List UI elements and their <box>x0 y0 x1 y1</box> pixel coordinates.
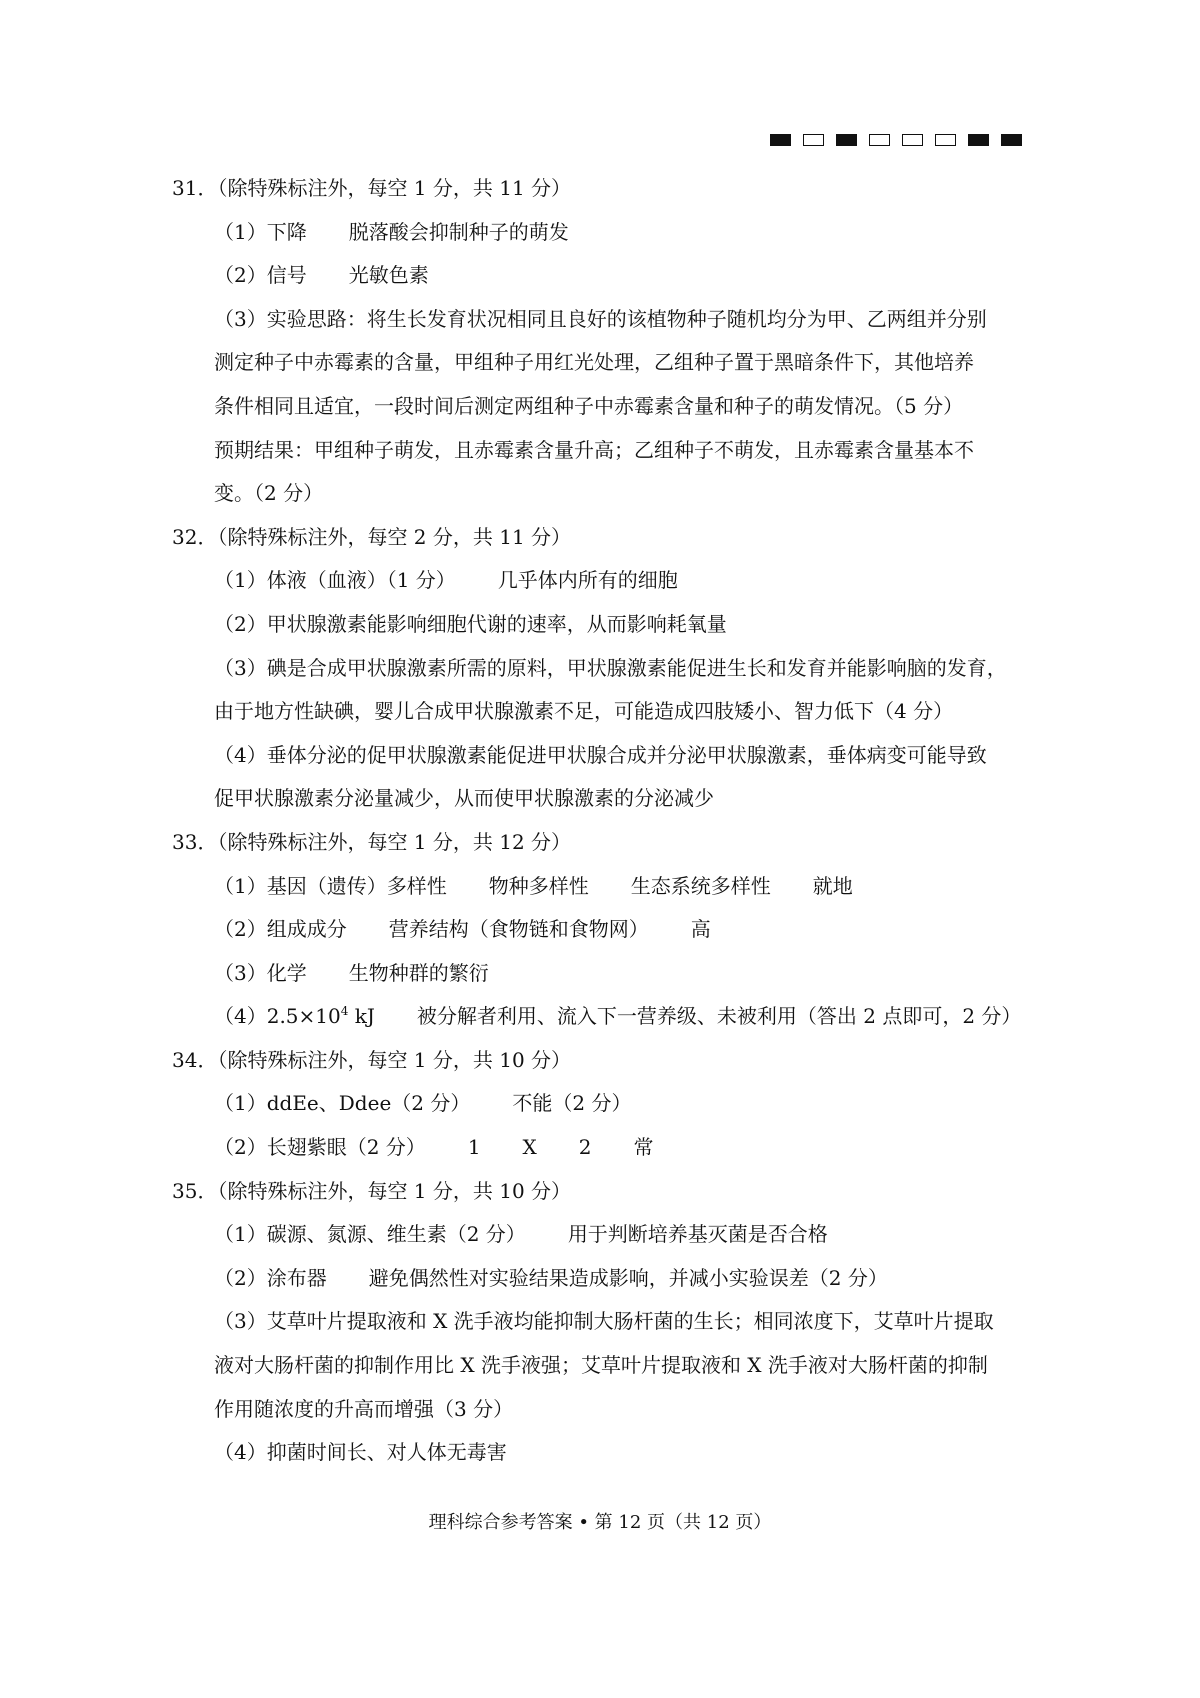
answer-text: X <box>522 1135 537 1160</box>
answer-text: （1）体液（血液）（1 分） <box>214 568 456 593</box>
answer-line <box>214 1082 1042 1126</box>
answer-value-exponent: 4 <box>340 1004 349 1019</box>
answer-line <box>214 1431 1042 1475</box>
answer-line <box>214 254 1042 298</box>
question-number: 35． <box>172 1178 218 1203</box>
answer-text: 高 <box>690 917 711 942</box>
header-mark-filled <box>770 134 791 146</box>
question-header <box>172 516 1042 560</box>
answer-line <box>214 1388 1042 1432</box>
question-scoring-note: （除特殊标注外，每空 2 分，共 11 分） <box>217 524 572 549</box>
question-number: 33． <box>172 829 218 854</box>
question-number: 32． <box>172 524 218 549</box>
answer-text: 用于判断培养基灭菌是否合格 <box>567 1222 828 1247</box>
answer-text: 被分解者利用、流入下一营养级、未被利用（答出 2 点即可，2 分） <box>416 1004 1022 1029</box>
answer-content <box>172 167 1042 1475</box>
answer-line <box>214 952 1042 996</box>
question-scoring-note: （除特殊标注外，每空 1 分，共 10 分） <box>217 1178 572 1203</box>
answer-text: 常 <box>633 1135 654 1160</box>
answer-text: 2 <box>578 1135 592 1160</box>
question-number: 34． <box>172 1047 218 1072</box>
answer-text: 变。（2 分） <box>214 481 324 506</box>
header-mark-empty <box>803 134 824 146</box>
answer-text: （2）涂布器 <box>214 1265 327 1290</box>
answer-value-base: （4）2.5×10 <box>214 1004 341 1029</box>
question-scoring-note: （除特殊标注外，每空 1 分，共 11 分） <box>217 176 572 200</box>
answer-text: 不能（2 分） <box>512 1091 632 1116</box>
answer-value-unit: kJ <box>348 1004 375 1029</box>
answer-line <box>214 734 1042 778</box>
answer-text: 生态系统多样性 <box>630 873 771 898</box>
header-mark-empty <box>935 134 956 146</box>
answer-line <box>214 777 1042 821</box>
answer-line <box>214 995 1042 1039</box>
question-number: 31． <box>172 176 218 200</box>
answer-text: 预期结果：甲组种子萌发，且赤霉素含量升高；乙组种子不萌发，且赤霉素含量基本不 <box>214 437 974 462</box>
answer-text: （1）碳源、氮源、维生素（2 分） <box>214 1222 526 1247</box>
page-footer: 理科综合参考答案 • 第 12 页（共 12 页） <box>428 1512 772 1533</box>
answer-line <box>214 298 1042 342</box>
answer-text: （4）垂体分泌的促甲状腺激素能促进甲状腺合成并分泌甲状腺激素，垂体病变可能导致 <box>214 742 987 767</box>
answer-line <box>214 865 1042 909</box>
answer-text: （3）碘是合成甲状腺激素所需的原料，甲状腺激素能促进生长和发育并能影响脑的发育， <box>214 655 1007 680</box>
answer-text: （2）组成成分 <box>214 917 347 942</box>
answer-line <box>214 647 1042 691</box>
answer-line <box>214 429 1042 473</box>
answer-line <box>214 908 1042 952</box>
question-header <box>172 167 1042 211</box>
answer-text: 条件相同且适宜，一段时间后测定两组种子中赤霉素含量和种子的萌发情况。（5 分） <box>214 393 964 418</box>
answer-text: （2）长翅紫眼（2 分） <box>214 1135 426 1160</box>
answer-line <box>214 603 1042 647</box>
answer-text: 促甲状腺激素分泌量减少，从而使甲状腺激素的分泌减少 <box>214 786 714 811</box>
answer-line <box>214 1126 1042 1170</box>
answer-line <box>214 1213 1042 1257</box>
answer-text: 测定种子中赤霉素的含量，甲组种子用红光处理，乙组种子置于黑暗条件下，其他培养 <box>214 350 974 375</box>
answer-text: （2）甲状腺激素能影响细胞代谢的速率，从而影响耗氧量 <box>214 611 727 636</box>
question-header <box>172 1170 1042 1214</box>
answer-text: 就地 <box>812 873 853 898</box>
answer-text: （3）艾草叶片提取液和 X 洗手液均能抑制大肠杆菌的生长；相同浓度下，艾草叶片提取 <box>214 1309 994 1334</box>
answer-line <box>214 690 1042 734</box>
answer-text: （2）信号 <box>214 263 307 288</box>
answer-text: 光敏色素 <box>348 263 429 288</box>
answer-text: 作用随浓度的升高而增强（3 分） <box>214 1396 514 1421</box>
answer-text: （1）下降 <box>214 219 307 244</box>
answer-line <box>214 559 1042 603</box>
answer-text: （4）抑菌时间长、对人体无毒害 <box>214 1440 507 1465</box>
question-scoring-note: （除特殊标注外，每空 1 分，共 12 分） <box>217 829 572 854</box>
answer-text: 几乎体内所有的细胞 <box>497 568 678 593</box>
answer-line <box>214 1300 1042 1344</box>
answer-text: 营养结构（食物链和食物网） <box>388 917 649 942</box>
answer-text: 物种多样性 <box>488 873 589 898</box>
header-marks <box>770 134 1022 146</box>
answer-text: （1）ddEe、Ddee（2 分） <box>214 1091 471 1116</box>
answer-text: 生物种群的繁衍 <box>348 960 489 985</box>
answer-text: 液对大肠杆菌的抑制作用比 X 洗手液强；艾草叶片提取液和 X 洗手液对大肠杆菌的抑制 <box>214 1353 988 1378</box>
header-mark-filled <box>968 134 989 146</box>
answer-text: 由于地方性缺碘，婴儿合成甲状腺激素不足，可能造成四肢矮小、智力低下（4 分） <box>214 699 954 724</box>
answer-line <box>214 385 1042 429</box>
question-scoring-note: （除特殊标注外，每空 1 分，共 10 分） <box>217 1047 572 1072</box>
answer-text: 脱落酸会抑制种子的萌发 <box>348 219 569 244</box>
question-header <box>172 1039 1042 1083</box>
header-mark-filled <box>1001 134 1022 146</box>
header-mark-empty <box>902 134 923 146</box>
answer-text: （3）化学 <box>214 960 307 985</box>
answer-line <box>214 1344 1042 1388</box>
answer-text: （1）基因（遗传）多样性 <box>214 873 447 898</box>
answer-line <box>214 341 1042 385</box>
answer-text: （3）实验思路：将生长发育状况相同且良好的该植物种子随机均分为甲、乙两组并分别 <box>214 306 987 331</box>
answer-text: 避免偶然性对实验结果造成影响，并减小实验误差（2 分） <box>368 1265 888 1290</box>
header-mark-empty <box>869 134 890 146</box>
answer-text: 1 <box>467 1135 481 1160</box>
answer-line <box>214 472 1042 516</box>
header-mark-filled <box>836 134 857 146</box>
answer-line <box>214 1257 1042 1301</box>
answer-line <box>214 211 1042 255</box>
question-header <box>172 821 1042 865</box>
